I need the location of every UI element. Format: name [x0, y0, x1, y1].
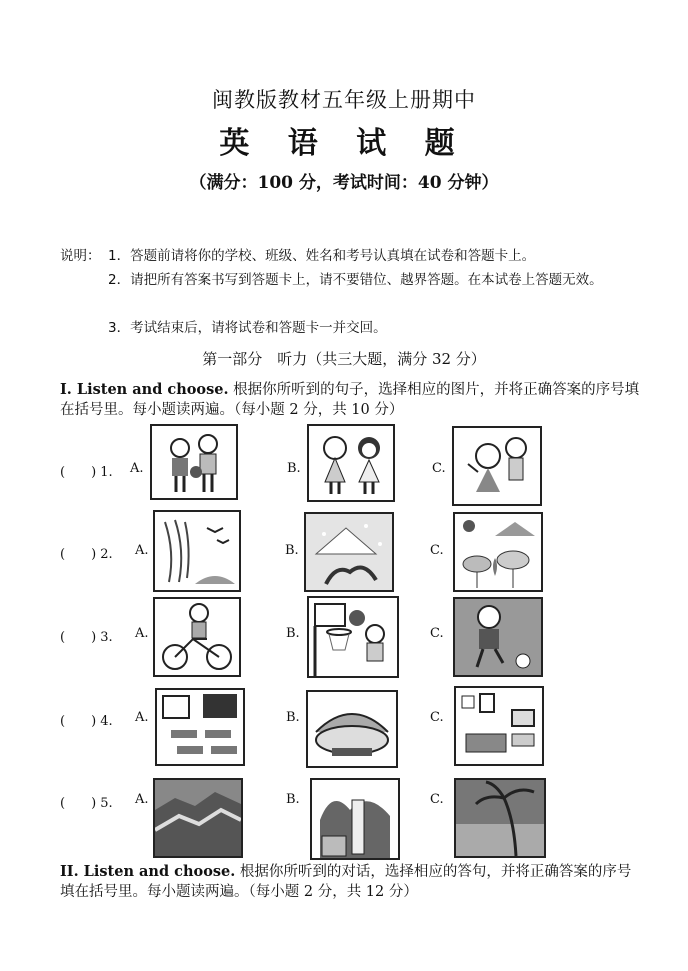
q3-option-b-label: B.: [286, 626, 300, 641]
q2-option-b-label: B.: [285, 543, 299, 558]
notes-label: 说明：: [60, 248, 101, 264]
section-1-head: I. Listen and choose.: [60, 381, 229, 398]
section-2-instructions: [60, 862, 640, 902]
two-girls-icon[interactable]: [307, 424, 395, 502]
boy-football-icon[interactable]: [453, 597, 543, 677]
q5-option-b-label: B.: [286, 792, 300, 807]
question-2-number: ( ) 2.: [60, 547, 113, 562]
section-1-instructions: [60, 380, 640, 420]
willow-swallows-icon[interactable]: [153, 510, 241, 592]
q1-option-a-label: A.: [130, 461, 144, 476]
q2-option-a-label: A.: [135, 543, 149, 558]
exam-subtitle: 闽教版教材五年级上册期中: [212, 88, 476, 112]
classroom-icon[interactable]: [155, 688, 245, 766]
exam-info: （满分：100 分，考试时间：40 分钟）: [189, 173, 499, 193]
q5-option-c-label: C.: [430, 792, 444, 807]
q5-option-a-label: A.: [135, 792, 149, 807]
section-1-text: 根据你所听到的句子，选择相应的图片，并将正确答案的序号填在括号里。每小题读两遍。（每小题 2 分，共 10 分）: [60, 382, 640, 418]
two-boys-icon[interactable]: [150, 424, 238, 500]
exam-title: 英 语 试 题: [219, 126, 469, 161]
q2-option-c-label: C.: [430, 543, 444, 558]
boy-basketball-icon[interactable]: [307, 596, 399, 678]
lotus-pond-icon[interactable]: [453, 512, 543, 592]
monument-icon[interactable]: [310, 778, 400, 860]
q4-option-c-label: C.: [430, 710, 444, 725]
girl-and-boy-icon[interactable]: [452, 426, 542, 506]
q3-option-a-label: A.: [135, 626, 149, 641]
question-1-number: ( ) 1.: [60, 465, 113, 480]
part-one-heading: 第一部分 听力（共三大题，满分 32 分）: [202, 350, 486, 368]
question-4-number: ( ) 4.: [60, 714, 113, 729]
living-room-icon[interactable]: [454, 686, 544, 766]
great-wall-icon[interactable]: [153, 778, 243, 858]
q3-option-c-label: C.: [430, 626, 444, 641]
boy-riding-bike-icon[interactable]: [153, 597, 241, 677]
note-2: 2．请把所有答案书写到答题卡上，请不要错位、越界答题。在本试卷上答题无效。: [108, 272, 603, 288]
beach-palm-icon[interactable]: [454, 778, 546, 858]
question-3-number: ( ) 3.: [60, 630, 113, 645]
stadium-icon[interactable]: [306, 690, 398, 768]
q4-option-a-label: A.: [135, 710, 149, 725]
section-2-text: 根据你所听到的对话，选择相应的答句，并将正确答案的序号填在括号里。每小题读两遍。（每小题 2 分，共 12 分）: [60, 864, 632, 900]
snowy-tree-icon[interactable]: [304, 512, 394, 592]
section-2-head: II. Listen and choose.: [60, 863, 236, 880]
q1-option-b-label: B.: [287, 461, 301, 476]
question-5-number: ( ) 5.: [60, 796, 113, 811]
q4-option-b-label: B.: [286, 710, 300, 725]
note-3: 3．考试结束后，请将试卷和答题卡一并交回。: [108, 320, 387, 336]
note-1: 1．答题前请将你的学校、班级、姓名和考号认真填在试卷和答题卡上。: [108, 248, 536, 264]
q1-option-c-label: C.: [432, 461, 446, 476]
